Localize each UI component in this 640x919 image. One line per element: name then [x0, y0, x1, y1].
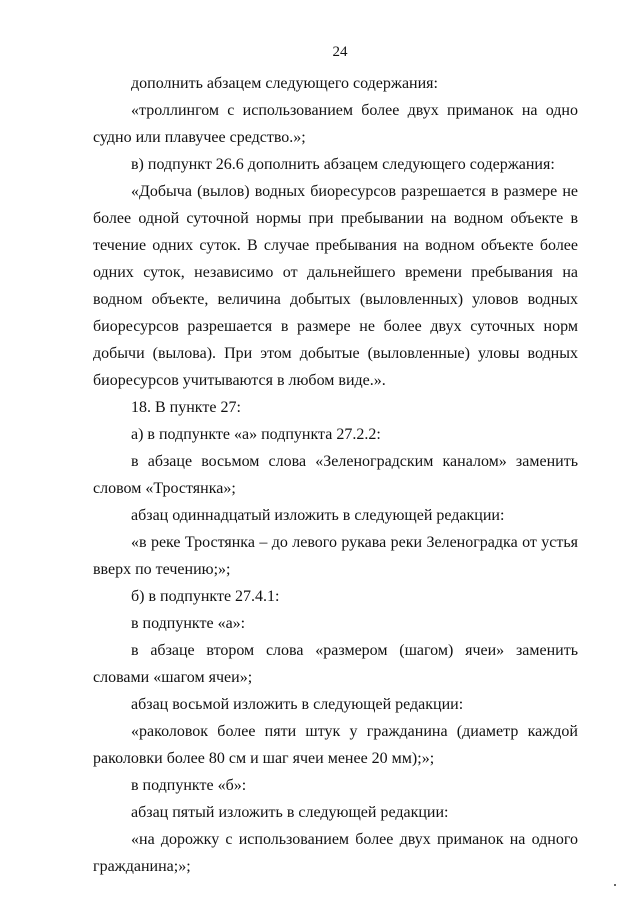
paragraph: «троллингом с использованием более двух приманок на одно судно или плавучее средство.»; [93, 102, 578, 146]
paragraph: «раколовок более пяти штук у гражданина (диаметр каждой раколовки более 80 см и шаг ячеи менее 20 мм);»; [93, 723, 578, 767]
paragraph: в подпункте «б»: [131, 777, 247, 794]
paragraph: в подпункте «а»: [131, 615, 246, 632]
paragraph: в абзаце восьмом слова «Зеленоградским каналом» заменить словом «Тростянка»; [93, 453, 578, 497]
paragraph: 18. В пункте 27: [131, 399, 241, 416]
paragraph: дополнить абзацем следующего содержания: [131, 75, 438, 92]
page-number: 24 [332, 44, 348, 60]
paragraph: абзац пятый изложить в следующей редакции: [131, 804, 449, 821]
paragraph: «в реке Тростянка – до левого рукава реки Зеленоградка от устья вверх по течению;»; [93, 534, 578, 578]
paragraph: абзац одиннадцатый изложить в следующей редакции: [131, 507, 505, 524]
paragraph: «Добыча (вылов) водных биоресурсов разрешается в размере не более одной суточной нормы при пребывании на водном объекте в течение одних суток. В случае пребывания на водном объекте более одних суток, независимо от дальнейшего времени пребывания на водном объекте, величина добытых (выловленных) уловов водных биоресурсов разрешается в размере не более двух суточных норм добычи (вылова). При этом добытые (выловленные) уловы водных биоресурсов учитываются в любом виде.». [93, 183, 578, 389]
paragraph: «на дорожку с использованием более двух приманок на одного гражданина;»; [93, 831, 578, 875]
paragraph: в) подпункт 26.6 дополнить абзацем следующего содержания: [131, 156, 555, 173]
document-body [93, 70, 578, 880]
paragraph: а) в подпункте «а» подпункта 27.2.2: [131, 426, 381, 443]
paragraph: абзац восьмой изложить в следующей редакции: [131, 696, 464, 713]
scan-speck [614, 884, 616, 886]
paragraph: б) в подпункте 27.4.1: [131, 588, 280, 605]
paragraph: в абзаце втором слова «размером (шагом) ячеи» заменить словами «шагом ячеи»; [93, 642, 578, 686]
